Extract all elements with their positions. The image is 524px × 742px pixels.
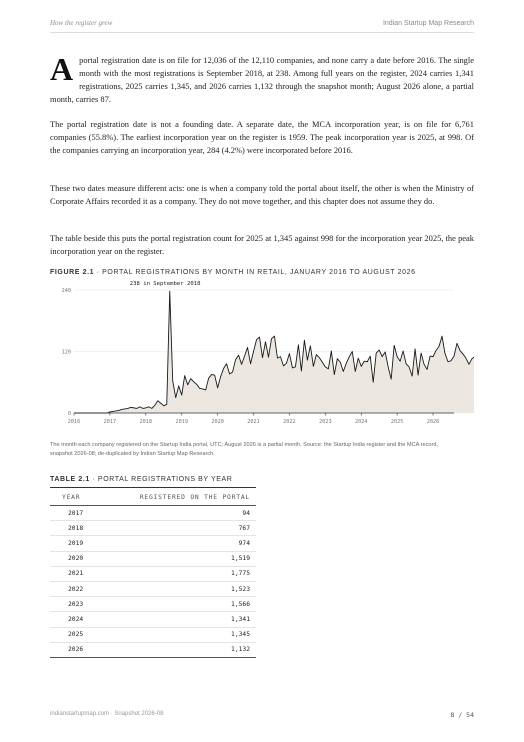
year-cell: 2026 (50, 642, 96, 657)
page-separator: / (458, 711, 463, 719)
running-head (50, 17, 474, 29)
header-divider (50, 32, 474, 33)
year-cell: 2023 (50, 597, 96, 612)
count-cell: 94 (96, 506, 256, 521)
figure-number: FIGURE 2.1 (50, 269, 95, 276)
year-cell: 2025 (50, 627, 96, 642)
year-cell: 2024 (50, 612, 96, 627)
x-tick-label: 2024 (354, 419, 368, 425)
peak-annotation: 238 in September 2018 (129, 281, 201, 288)
count-cell: 767 (96, 521, 256, 536)
table-header-row (50, 489, 256, 506)
count-cell: 1,345 (96, 627, 256, 642)
count-cell: 1,566 (96, 597, 256, 612)
x-tick-label: 2017 (103, 419, 117, 425)
table-row (50, 627, 256, 642)
x-tick-label: 2019 (175, 419, 188, 425)
year-cell: 2021 (50, 566, 96, 581)
year-cell: 2017 (50, 506, 96, 521)
page-footer (50, 711, 474, 719)
x-tick-label: 2025 (390, 419, 404, 425)
count-cell: 1,132 (96, 642, 256, 657)
count-cell: 1,519 (96, 551, 256, 566)
registrations-table (50, 489, 256, 658)
x-tick-label: 2016 (67, 419, 81, 425)
y-tick-label: 240 (61, 288, 71, 294)
table-row (50, 566, 256, 581)
table-row (50, 612, 256, 627)
column-header-year: YEAR (50, 489, 96, 506)
table-top-rule (50, 487, 256, 488)
year-cell: 2020 (50, 551, 96, 566)
x-tick-label: 2021 (247, 419, 260, 425)
year-cell: 2018 (50, 521, 96, 536)
x-tick-label: 2020 (211, 419, 224, 425)
page-number (450, 711, 474, 719)
paragraph-1-text: portal registration date is on file for 12,036 of the 12,110 companies, and none carry a date before 2016. The single month with the most registrations is September 2018, at 238. Among full years on the register, 2024 carries 1,341 registrations, 2025 carries 1,345, and 2026 carries 1,132 through the snapshot month; August 2026 alone, a partial month, carries 87. (50, 55, 474, 104)
x-tick-label: 2026 (426, 419, 440, 425)
table-row (50, 521, 256, 536)
paragraph-4: The table beside this puts the portal registration count for 2025 at 1,345 against 998 for the incorporation year 2025, the peak incorporation year on the register. (50, 233, 474, 256)
publication-name: Indian Startup Map Research (382, 19, 474, 27)
paragraph-2: The portal registration date is not a founding date. A separate date, the MCA incorporation year, is on file for 6,761 companies (55.8%). The earliest incorporation year on the register is 1959. The peak incorporation year is 2025, at 998. Of the companies carrying an incorporation year, 284 (4.2%) were incorporated before 2016. (50, 119, 474, 155)
footer-site: indianstartupmap.com · Snapshot 2026-08 (50, 711, 164, 717)
count-cell: 974 (96, 536, 256, 551)
current-page: 8 (450, 711, 455, 719)
paragraph-1 (50, 51, 474, 106)
table-row (50, 581, 256, 596)
column-header-registered: REGISTERED ON THE PORTAL (96, 489, 256, 506)
chapter-title: How the register grew (50, 19, 113, 27)
drop-cap: A (50, 51, 74, 87)
count-cell: 1,341 (96, 612, 256, 627)
table-number: TABLE 2.1 (50, 476, 90, 483)
table-row (50, 642, 256, 657)
table-title: PORTAL REGISTRATIONS BY YEAR (97, 476, 233, 483)
year-cell: 2022 (50, 581, 96, 596)
year-cell: 2019 (50, 536, 96, 551)
x-tick-label: 2022 (283, 419, 296, 425)
table-row (50, 551, 256, 566)
figure-caption: FIGURE 2.1 · PORTAL REGISTRATIONS BY MONTH IN RETAIL, JANUARY 2016 TO AUGUST 2026 (50, 269, 416, 276)
y-tick-label: 0 (67, 411, 71, 417)
figure-title: PORTAL REGISTRATIONS BY MONTH IN RETAIL, JANUARY 2016 TO AUGUST 2026 (102, 269, 416, 276)
table-row (50, 506, 256, 521)
table-caption: TABLE 2.1 · PORTAL REGISTRATIONS BY YEAR (50, 476, 233, 483)
paragraph-3: These two dates measure different acts: one is when a company told the portal about itself, the other is when the Ministry of Corporate Affairs recorded it as a company. They do not move together, and this chapter does not assume they do. (50, 183, 474, 206)
y-tick-label: 120 (61, 349, 71, 356)
count-cell: 1,523 (96, 581, 256, 596)
x-tick-label: 2018 (139, 419, 153, 425)
total-pages: 54 (466, 711, 474, 719)
table-row (50, 597, 256, 612)
table-row (50, 536, 256, 551)
area-fill (74, 291, 474, 413)
count-cell: 1,775 (96, 566, 256, 581)
figure-note: The month each company registered on the Startup India portal, UTC; August 2026 is a partial month. Source: the Startup India register and the MCA record, snapshot 2026-08; de-duplicated by Indian Startup Map Research. (50, 442, 439, 457)
x-tick-label: 2023 (319, 419, 332, 425)
registrations-area-chart (50, 280, 474, 430)
